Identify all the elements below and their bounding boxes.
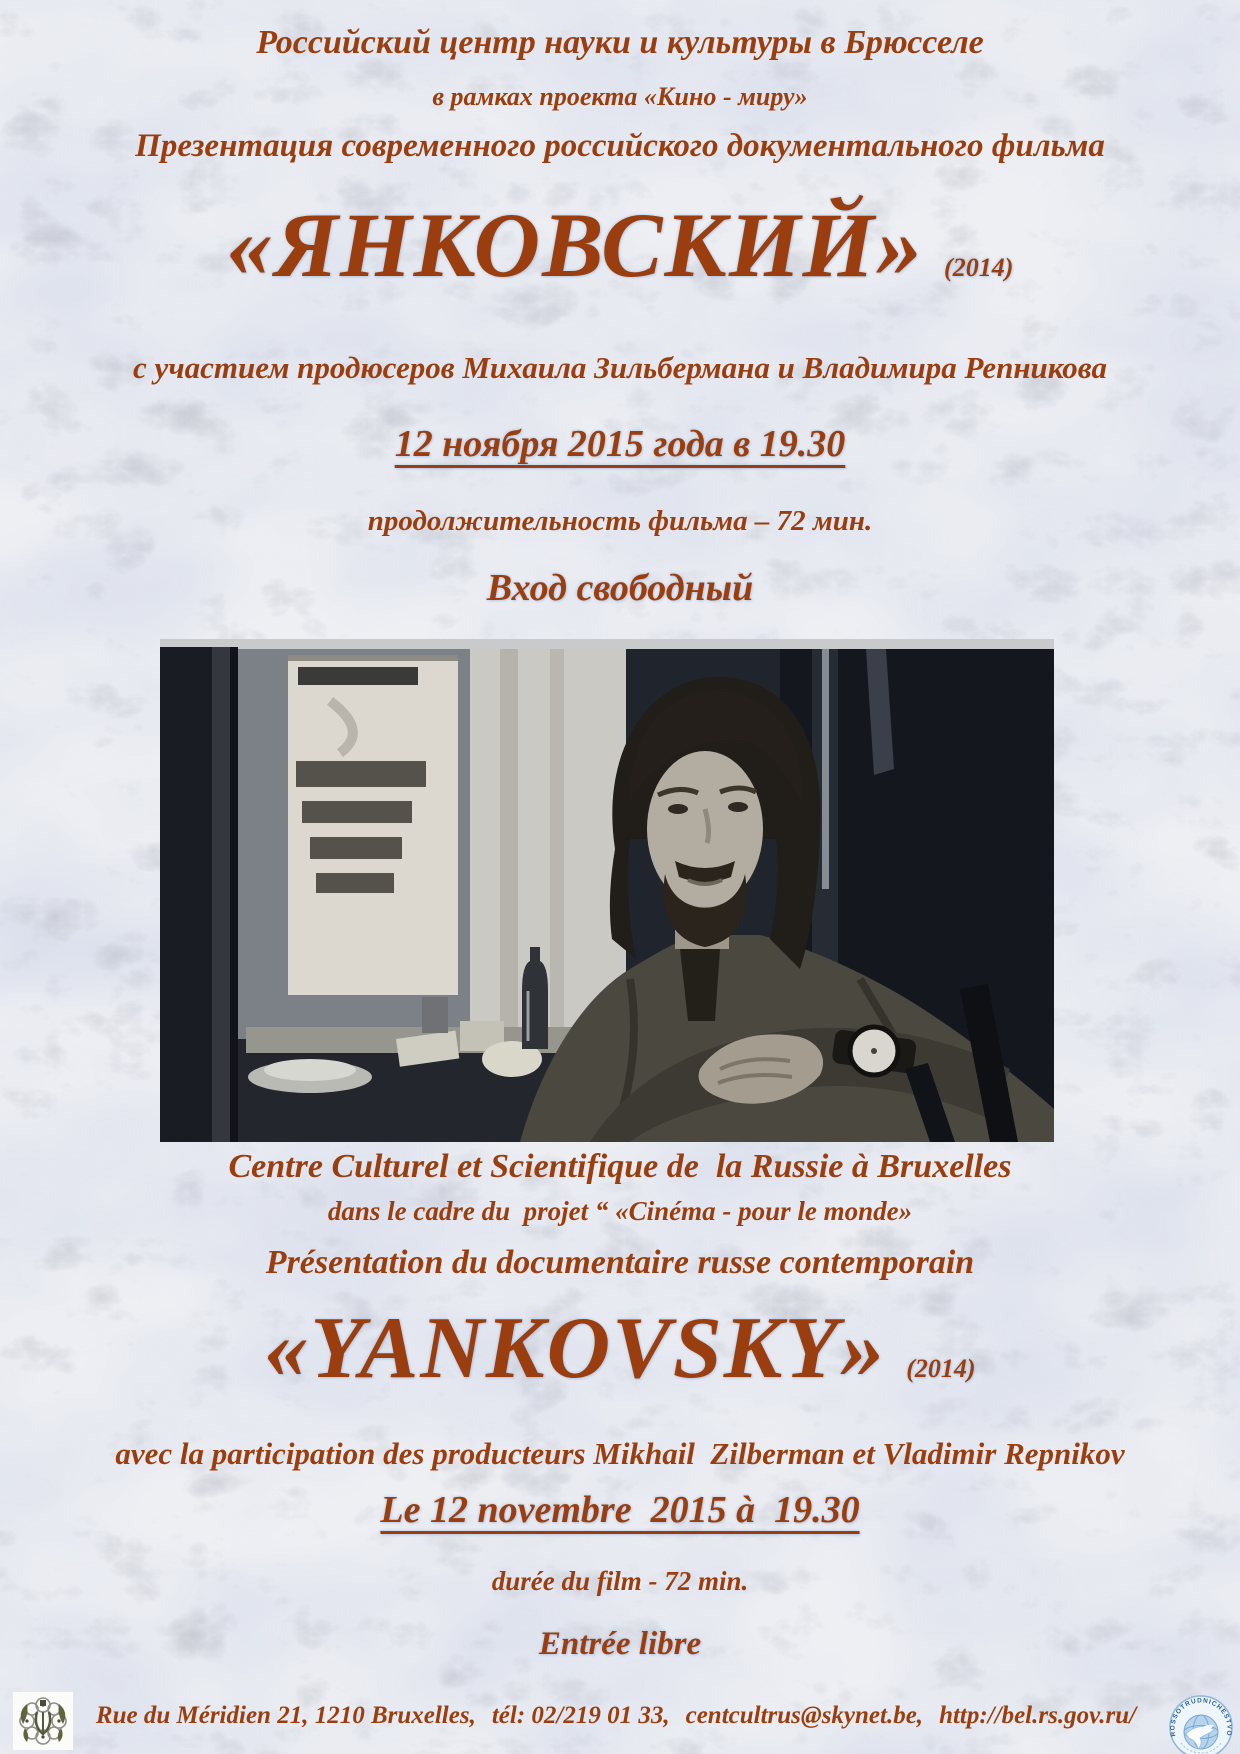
rcsc-emblem-logo	[12, 1692, 74, 1750]
film-still-illustration	[160, 639, 1054, 1142]
film-title-ru	[0, 192, 1240, 298]
film-title-ru-text: «ЯНКОВСКИЙ»	[226, 194, 925, 296]
film-still-photo	[160, 639, 1054, 1142]
organization-title-fr: Centre Culturel et Scientifique de la Russie à Bruxelles	[228, 1148, 1012, 1185]
presentation-line-ru: Презентация современного российского документального фильма	[135, 128, 1105, 164]
free-admission-ru: Вход свободный	[486, 567, 754, 609]
film-year-ru: (2014)	[944, 253, 1014, 282]
screening-datetime-fr: Le 12 novembre 2015 à 19.30	[380, 1489, 860, 1531]
film-duration-ru: продолжительность фильма – 72 мин.	[367, 505, 873, 537]
phone-text: tél: 02/219 01 33,	[491, 1702, 670, 1729]
website-text: http://bel.rs.gov.ru/	[939, 1702, 1137, 1729]
screening-datetime-ru: 12 ноября 2015 года в 19.30	[394, 423, 846, 465]
email-text: centcultrus@skynet.be,	[685, 1702, 924, 1729]
organization-title-ru: Российский центр науки и культуры в Брюсселе	[256, 24, 984, 61]
contact-line	[92, 1702, 1140, 1730]
producers-line-fr: avec la participation des producteurs Mikhail Zilberman et Vladimir Repnikov	[115, 1436, 1125, 1471]
film-year-fr: (2014)	[906, 1354, 976, 1383]
film-title-fr-text: «YANKOVSKY»	[264, 1300, 887, 1397]
rossotrudnichestvo-ring-text: ROSSOTRUDNICHESTVO	[1169, 1697, 1233, 1737]
address-text: Rue du Méridien 21, 1210 Bruxelles,	[95, 1702, 476, 1729]
free-admission-fr: Entrée libre	[538, 1626, 702, 1662]
rossotrudnichestvo-logo	[1168, 1694, 1234, 1754]
producers-line-ru: с участием продюсеров Михаила Зильбермана и Владимира Репникова	[133, 350, 1107, 385]
film-title-fr	[0, 1298, 1240, 1399]
presentation-line-fr: Présentation du documentaire russe contemporain	[265, 1244, 975, 1281]
film-duration-fr: durée du film - 72 min.	[491, 1566, 749, 1596]
project-line-fr: dans le cadre du projet “ «Cinéma - pour le monde»	[327, 1196, 913, 1226]
project-line-ru: в рамках проекта «Кино - миру»	[432, 82, 808, 111]
